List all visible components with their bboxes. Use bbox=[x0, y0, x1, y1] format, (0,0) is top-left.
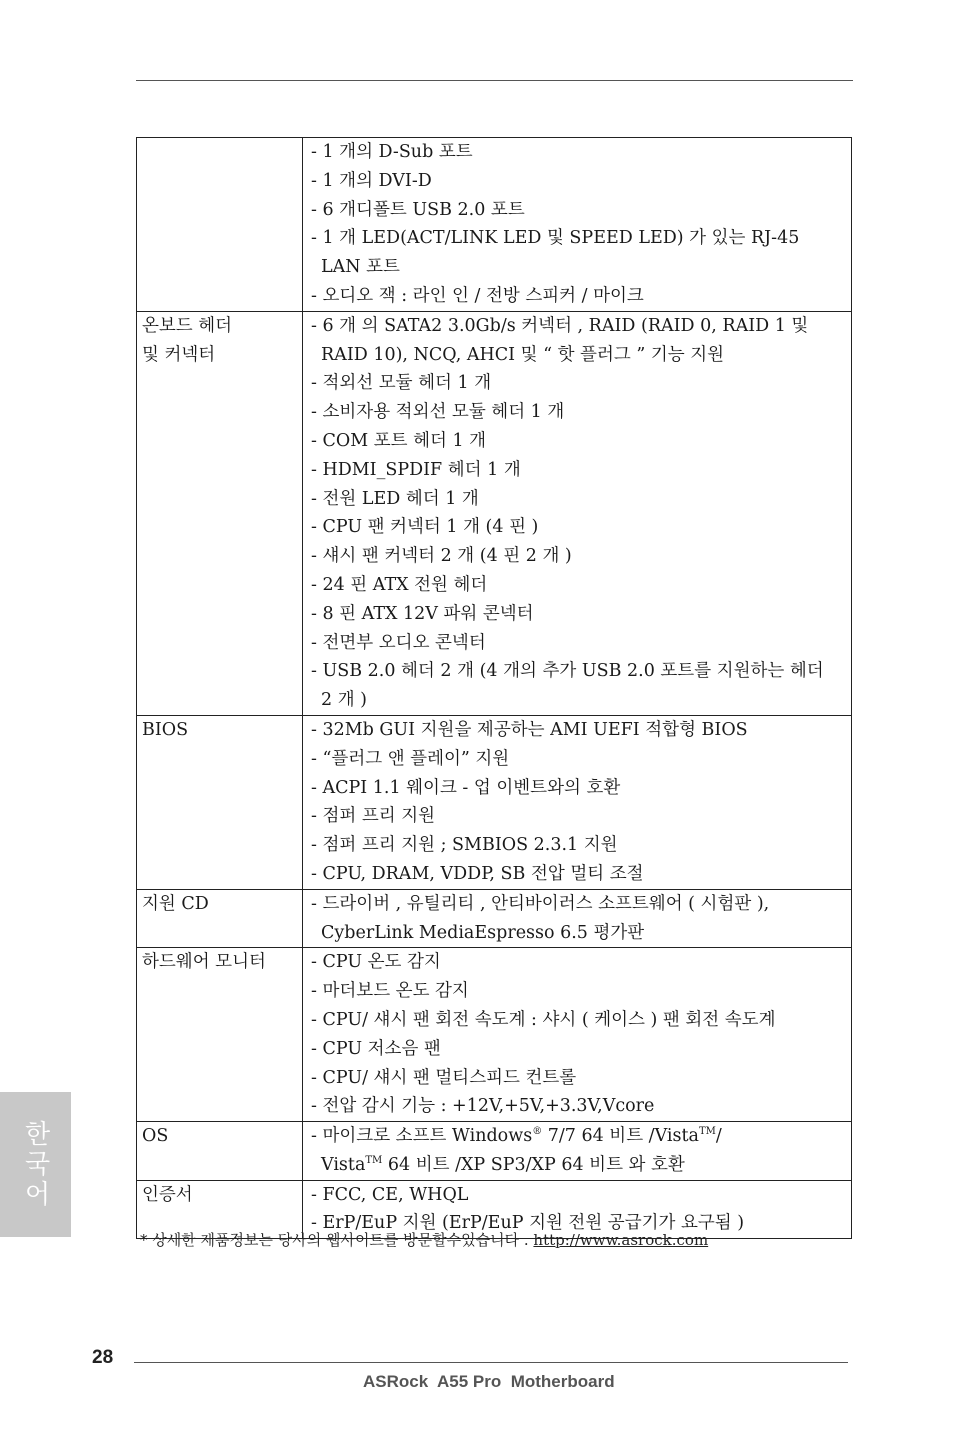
row-value bbox=[303, 311, 852, 715]
label-line: 하드웨어 모니터 bbox=[142, 952, 266, 973]
spec-line: - CPU 저소음 팬 bbox=[311, 1038, 441, 1059]
spec-line: - CPU 팬 커넥터 1 개 (4 핀 ) bbox=[311, 517, 539, 538]
spec-line: CyberLink MediaEspresso 6.5 평가판 bbox=[321, 922, 645, 943]
spec-line bbox=[311, 1151, 849, 1180]
spec-line: - 점퍼 프리 지원 ; SMBIOS 2.3.1 지원 bbox=[311, 835, 618, 856]
spec-line: RAID 10), NCQ, AHCI 및 “ 핫 플러그 ” 기능 지원 bbox=[321, 344, 725, 365]
os-text: 64 비트 /XP SP3/XP 64 비트 와 호환 bbox=[382, 1154, 685, 1175]
table-row-hardware-monitor bbox=[137, 948, 852, 1122]
label-line: BIOS bbox=[142, 719, 189, 740]
spec-line: - 1 개 LED(ACT/LINK LED 및 SPEED LED) 가 있는 RJ-45 bbox=[311, 228, 800, 249]
spec-line: - 오디오 잭 : 라인 인 / 전방 스피커 / 마이크 bbox=[311, 285, 644, 306]
row-label bbox=[137, 138, 303, 312]
spec-line: - 6 개디폴트 USB 2.0 포트 bbox=[311, 199, 525, 220]
label-line: 인증서 bbox=[142, 1184, 193, 1205]
spec-line: - “플러그 앤 플레이” 지원 bbox=[311, 748, 510, 769]
spec-line: - 마더보드 온도 감지 bbox=[311, 981, 469, 1002]
spec-line: - 소비자용 적외선 모듈 헤더 1 개 bbox=[311, 402, 565, 423]
table-row-support-cd bbox=[137, 889, 852, 948]
spec-line bbox=[311, 1122, 849, 1151]
page-number: 28 bbox=[92, 1347, 114, 1368]
spec-line: - USB 2.0 헤더 2 개 (4 개의 추가 USB 2.0 포트를 지원하는 헤더 bbox=[311, 661, 824, 682]
spec-line: - 32Mb GUI 지원을 제공하는 AMI UEFI 적합형 BIOS bbox=[311, 719, 748, 740]
spec-line: - CPU 온도 감지 bbox=[311, 952, 441, 973]
spec-line: - 적외선 모듈 헤더 1 개 bbox=[311, 373, 492, 394]
footnote-text: * 상세한 제품정보는 당사의 웹사이트를 방문할수있습니다 . bbox=[140, 1231, 534, 1249]
spec-line: - HDMI_SPDIF 헤더 1 개 bbox=[311, 459, 521, 480]
os-text: Vista bbox=[321, 1154, 366, 1175]
row-label bbox=[137, 1122, 303, 1181]
spec-line: - COM 포트 헤더 1 개 bbox=[311, 430, 487, 451]
language-tab-label: 한국어 bbox=[20, 1119, 50, 1210]
website-link[interactable]: http://www.asrock.com bbox=[533, 1231, 709, 1249]
row-label bbox=[137, 311, 303, 715]
table-row-bios bbox=[137, 715, 852, 889]
spec-line: - CPU, DRAM, VDDP, SB 전압 멀티 조절 bbox=[311, 863, 644, 884]
spec-line: - CPU/ 섀시 팬 멀티스피드 컨트롤 bbox=[311, 1067, 577, 1088]
spec-line: - 점퍼 프리 지원 bbox=[311, 806, 436, 827]
spec-line: - 전압 감시 기능 : +12V,+5V,+3.3V,Vcore bbox=[311, 1096, 655, 1117]
os-text: - 마이크로 소프트 Windows bbox=[311, 1126, 533, 1147]
label-line: 온보드 헤더 bbox=[142, 315, 233, 336]
spec-line: - 6 개 의 SATA2 3.0Gb/s 커넥터 , RAID (RAID 0, RAID 1 및 bbox=[311, 315, 809, 336]
row-value bbox=[303, 715, 852, 889]
row-label bbox=[137, 715, 303, 889]
spec-line: - CPU/ 섀시 팬 회전 속도계 : 샤시 ( 케이스 ) 팬 회전 속도계 bbox=[311, 1009, 776, 1030]
spec-line: - 전원 LED 헤더 1 개 bbox=[311, 488, 479, 509]
label-line: 및 커넥터 bbox=[142, 344, 216, 365]
row-value bbox=[303, 1122, 852, 1181]
spec-line: - 섀시 팬 커넥터 2 개 (4 핀 2 개 ) bbox=[311, 546, 572, 567]
spec-line: - 전면부 오디오 콘넥터 bbox=[311, 632, 486, 653]
spec-line: - 1 개의 D-Sub 포트 bbox=[311, 142, 473, 162]
bottom-rule bbox=[134, 1362, 848, 1363]
trademark-mark: TM bbox=[365, 1155, 383, 1167]
table-row-video-audio-ports bbox=[137, 138, 852, 312]
spec-line: - FCC, CE, WHQL bbox=[311, 1184, 469, 1205]
row-value bbox=[303, 889, 852, 948]
spec-table bbox=[136, 137, 852, 1239]
language-tab bbox=[0, 1092, 71, 1237]
row-value bbox=[303, 948, 852, 1122]
table-row-os bbox=[137, 1122, 852, 1181]
spec-line: 2 개 ) bbox=[321, 690, 367, 711]
footnote bbox=[140, 1229, 708, 1250]
label-line: OS bbox=[142, 1126, 169, 1147]
spec-line: - 8 핀 ATX 12V 파워 콘넥터 bbox=[311, 603, 534, 624]
footer-title: ASRock A55 Pro Motherboard bbox=[363, 1372, 615, 1391]
trademark-mark: TM bbox=[698, 1126, 716, 1138]
spec-line: - ErP/EuP 지원 (ErP/EuP 지원 전원 공급기가 요구됨 ) bbox=[311, 1213, 745, 1234]
spec-line: LAN 포트 bbox=[321, 257, 400, 278]
spec-line: - 1 개의 DVI-D bbox=[311, 170, 432, 191]
spec-line: - ACPI 1.1 웨이크 - 업 이벤트와의 호환 bbox=[311, 777, 621, 798]
spec-line: - 드라이버 , 유틸리티 , 안티바이러스 소프트웨어 ( 시험판 ), bbox=[311, 893, 770, 914]
row-label bbox=[137, 948, 303, 1122]
os-text: / bbox=[715, 1126, 722, 1147]
top-rule bbox=[136, 80, 853, 81]
table-row-onboard-headers bbox=[137, 311, 852, 715]
spec-line: - 24 핀 ATX 전원 헤더 bbox=[311, 574, 488, 595]
registered-mark: ® bbox=[532, 1126, 543, 1138]
row-value bbox=[303, 138, 852, 312]
row-label bbox=[137, 889, 303, 948]
os-text: 7/7 64 비트 /Vista bbox=[542, 1126, 699, 1147]
label-line: 지원 CD bbox=[142, 893, 209, 914]
